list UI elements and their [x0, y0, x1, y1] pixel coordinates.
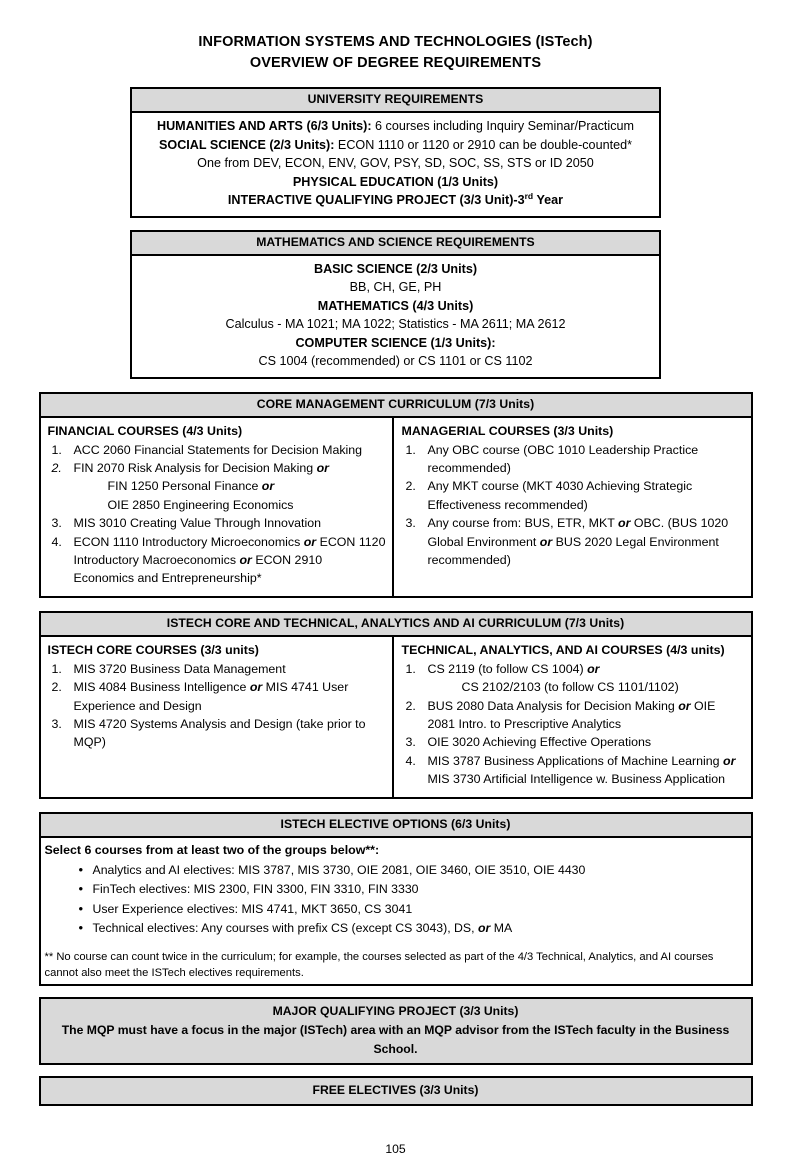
requirement-line [140, 154, 651, 173]
course-text: OIE 3020 Achieving Effective Operations [427, 735, 652, 750]
or-connector: or [587, 661, 600, 676]
course-text: Any OBC course (OBC 1010 Leadership Practice recommended) [427, 442, 699, 475]
page-title-line-1: INFORMATION SYSTEMS AND TECHNOLOGIES (ISTech) [198, 34, 593, 50]
mqp-header: MAJOR QUALIFYING PROJECT (3/3 Units) [272, 1003, 519, 1018]
course-number: 2. [51, 680, 62, 695]
core-management-columns [41, 418, 751, 596]
page-number: 105 [385, 1141, 406, 1156]
course-list-item [402, 441, 744, 478]
course-text: Any course from: BUS, ETR, MKT [427, 516, 618, 531]
section-university-requirements [130, 87, 661, 218]
math-line [140, 352, 651, 371]
column-managerial-courses [394, 418, 751, 596]
course-text: FIN 1250 Personal Finance [107, 479, 262, 494]
iqp-year-text: Year [533, 193, 564, 207]
course-text: ECON 1110 Introductory Microeconomics [73, 534, 304, 549]
section-header-istech-core-technical: ISTECH CORE AND TECHNICAL, ANALYTICS AND AI CURRICULUM (7/3 Units) [41, 613, 751, 637]
section-istech-elective-options [39, 812, 753, 986]
page-title [0, 0, 791, 74]
math-line [140, 334, 651, 353]
elective-footnote: ** No course can count twice in the curriculum; for example, the courses selected as part of the 4/3 Technical, Analytics, and AI courses cannot also meet the ISTech electives requirements. [44, 950, 714, 980]
section-header-university-requirements: UNIVERSITY REQUIREMENTS [132, 89, 659, 113]
course-list-item [402, 514, 744, 569]
course-number: 2. [405, 698, 416, 713]
course-list-item [402, 477, 744, 514]
column-istech-core-courses [41, 637, 394, 797]
managerial-courses-list [402, 441, 744, 570]
requirement-label: HUMANITIES AND ARTS (6/3 Units): [156, 119, 372, 133]
course-number: 3. [405, 516, 416, 531]
math-line-text: MATHEMATICS (4/3 Units) [317, 298, 474, 313]
math-line-text: CS 1004 (recommended) or CS 1101 or CS 1102 [258, 354, 533, 368]
course-text: MA [490, 921, 513, 936]
math-line-text: Calculus - MA 1021; MA 1022; Statistics - MA 2611; MA 2612 [225, 317, 566, 331]
course-text: MIS 4720 Systems Analysis and Design (take prior to MQP) [73, 716, 366, 750]
math-line [140, 260, 651, 279]
requirement-line-iqp [140, 191, 651, 210]
requirement-value: 6 courses including Inquiry Seminar/Practicum [371, 119, 635, 133]
section-body-istech-electives [41, 838, 751, 984]
course-text: MIS 4741 User Experience and Design [73, 680, 349, 713]
course-text: CS 2119 (to follow CS 1004) [427, 661, 588, 676]
column-heading: TECHNICAL, ANALYTICS, AND AI COURSES (4/3 units) [401, 642, 725, 657]
or-connector: or [249, 680, 263, 695]
course-text: Analytics and AI electives: MIS 3787, MIS 3730, OIE 2081, OIE 3460, OIE 3510, OIE 4430 [92, 862, 586, 877]
section-header-core-management: CORE MANAGEMENT CURRICULUM (7/3 Units) [41, 394, 751, 418]
math-line [140, 297, 651, 316]
math-line-text: COMPUTER SCIENCE (1/3 Units): [295, 335, 496, 350]
course-text: ACC 2060 Financial Statements for Decision Making [73, 442, 363, 457]
course-text: Technical electives: Any courses with prefix CS (except CS 3043), DS, [92, 921, 478, 936]
istech-core-courses-list [48, 660, 386, 752]
course-list-item [402, 752, 744, 789]
course-text: BUS 2020 Legal Environment recommended) [427, 534, 719, 567]
course-list-item [48, 715, 386, 752]
course-number: 3. [51, 516, 62, 531]
math-line-text: BB, CH, GE, PH [349, 280, 442, 294]
or-connector: or [261, 479, 275, 494]
course-list-item [402, 660, 744, 697]
course-number: 2. [51, 460, 62, 475]
course-list-item [48, 660, 386, 678]
course-text: BUS 2080 Data Analysis for Decision Making [427, 698, 679, 713]
course-text: OIE 2081 Intro. to Prescriptive Analytics [427, 698, 716, 731]
course-text: FinTech electives: MIS 2300, FIN 3300, FIN 3310, FIN 3330 [92, 882, 419, 897]
section-header-mathematics-science: MATHEMATICS AND SCIENCE REQUIREMENTS [132, 232, 659, 256]
iqp-label: INTERACTIVE QUALIFYING PROJECT (3/3 Unit)-3 [227, 193, 525, 207]
or-connector: or [539, 534, 553, 549]
course-number: 1. [51, 661, 62, 676]
requirement-line [140, 117, 651, 136]
course-number: 3. [51, 716, 62, 731]
requirement-line [140, 136, 651, 155]
course-number: 1. [405, 442, 416, 457]
or-connector: or [316, 460, 329, 475]
course-text: CS 2102/2103 (to follow CS 1101/1102) [461, 680, 679, 695]
requirement-line [140, 173, 651, 192]
column-technical-analytics-ai-courses [394, 637, 751, 797]
or-connector: or [239, 552, 252, 567]
or-connector: or [303, 534, 317, 549]
course-number: 4. [405, 753, 416, 768]
elective-group-item [93, 861, 751, 881]
course-text: OIE 2850 Engineering Economics [107, 497, 294, 512]
course-alternative-line [428, 678, 744, 696]
elective-group-item [93, 900, 751, 920]
mqp-description: The MQP must have a focus in the major (ISTech) area with an MQP advisor from the ISTech faculty in the Business School. [61, 1022, 730, 1056]
or-connector: or [678, 698, 691, 713]
or-connector: or [618, 516, 631, 531]
math-line [140, 315, 651, 334]
column-heading: FINANCIAL COURSES (4/3 Units) [47, 423, 243, 438]
course-text: Any MKT course (MKT 4030 Achieving Strategic Effectiveness recommended) [427, 479, 693, 512]
requirement-value: ECON 1110 or 1120 or 2910 can be double-counted* [334, 137, 632, 152]
course-list-item [48, 459, 386, 514]
requirement-value: One from DEV, ECON, ENV, GOV, PSY, SD, SOC, SS, STS or ID 2050 [197, 156, 594, 170]
column-financial-courses [41, 418, 394, 596]
section-header-istech-electives: ISTECH ELECTIVE OPTIONS (6/3 Units) [41, 814, 751, 838]
math-line [140, 278, 651, 297]
column-heading: ISTECH CORE COURSES (3/3 units) [47, 642, 259, 657]
course-list-item [48, 441, 386, 459]
column-heading: MANAGERIAL COURSES (3/3 Units) [401, 423, 614, 438]
course-list-item [402, 697, 744, 734]
course-number: 3. [405, 735, 416, 750]
elective-group-item [93, 880, 751, 900]
course-number: 4. [51, 534, 62, 549]
requirement-label: PHYSICAL EDUCATION (1/3 Units) [292, 174, 499, 189]
course-text: User Experience electives: MIS 4741, MKT 3650, CS 3041 [92, 901, 413, 916]
elective-select-instruction: Select 6 courses from at least two of the groups below**: [44, 842, 380, 857]
istech-core-columns [41, 637, 751, 797]
section-core-management-curriculum [39, 392, 753, 598]
section-body-university-requirements [132, 113, 659, 216]
course-alternative-line [74, 496, 386, 514]
course-alternative-line [74, 477, 386, 495]
course-text: MIS 3787 Business Applications of Machine Learning [427, 753, 723, 768]
math-line-text: BASIC SCIENCE (2/3 Units) [313, 261, 478, 276]
course-text: ECON 1120 Introductory Macroeconomics [73, 534, 386, 567]
course-number: 1. [51, 442, 62, 457]
mqp-content [41, 999, 751, 1063]
financial-courses-list [48, 441, 386, 588]
section-free-electives [39, 1076, 753, 1106]
course-text: ECON 2910 Economics and Entrepreneurship* [73, 552, 323, 586]
section-header-free-electives: FREE ELECTIVES (3/3 Units) [41, 1078, 751, 1104]
section-mathematics-science-requirements [130, 230, 661, 379]
section-istech-core-technical [39, 611, 753, 799]
course-text: MIS 3720 Business Data Management [73, 661, 286, 676]
course-text: OBC. (BUS 1020 Global Environment [427, 516, 729, 549]
or-connector: or [723, 753, 736, 768]
course-text: MIS 3730 Artificial Intelligence w. Business Application [427, 772, 726, 787]
section-major-qualifying-project [39, 997, 753, 1065]
course-number: 2. [405, 479, 416, 494]
course-list-item [48, 678, 386, 715]
section-body-mathematics-science [132, 256, 659, 377]
course-list-item [48, 533, 386, 588]
elective-group-item [93, 919, 751, 939]
page-title-line-2: OVERVIEW OF DEGREE REQUIREMENTS [249, 55, 542, 71]
elective-groups-list [41, 861, 751, 939]
course-list-item [402, 733, 744, 751]
technical-courses-list [402, 660, 744, 789]
course-list-item [48, 514, 386, 532]
course-number: 1. [405, 661, 416, 676]
course-text: FIN 2070 Risk Analysis for Decision Making [73, 460, 317, 475]
requirement-label: SOCIAL SCIENCE (2/3 Units): [159, 137, 335, 152]
course-text: MIS 3010 Creating Value Through Innovation [73, 516, 322, 531]
or-connector: or [477, 921, 491, 936]
course-text: MIS 4084 Business Intelligence [73, 680, 250, 695]
iqp-ordinal-suffix: rd [524, 190, 534, 201]
